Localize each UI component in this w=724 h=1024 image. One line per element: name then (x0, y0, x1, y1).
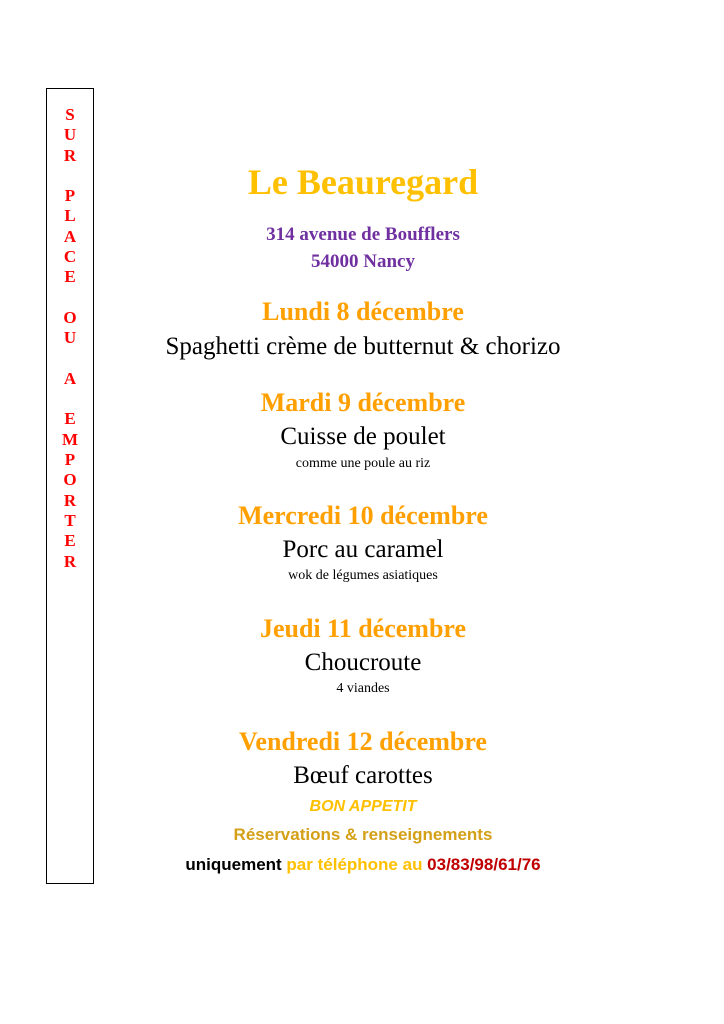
side-letter: R (63, 145, 77, 165)
side-letter: E (64, 531, 76, 551)
side-letter: E (64, 409, 76, 429)
menu-day-tuesday: Mardi 9 décembre (260, 388, 466, 417)
address-city: 54000 Nancy (311, 251, 415, 272)
menu-dish-wednesday: Porc au caramel (282, 536, 444, 563)
side-letter: T (64, 510, 76, 530)
phone-number: 03/83/98/61/76 (427, 855, 541, 874)
menu-side-wednesday: wok de légumes asiatiques (288, 568, 438, 583)
side-banner (46, 88, 94, 884)
menu-dish-friday: Bœuf carottes (293, 762, 433, 789)
menu-side-tuesday: comme une poule au riz (295, 456, 431, 471)
menu-day-friday: Vendredi 12 décembre (239, 727, 487, 756)
side-letter: A (63, 226, 77, 246)
bon-appetit: BON APPETIT (309, 798, 417, 815)
side-letter: U (63, 125, 77, 145)
phone-line (100, 853, 626, 877)
reservations-label: Réservations & renseignements (233, 825, 493, 844)
menu-day-wednesday: Mercredi 10 décembre (238, 501, 488, 530)
side-letter: C (63, 247, 77, 267)
phone-middle: par téléphone au (286, 855, 428, 874)
side-letter: R (63, 551, 77, 571)
menu-side-thursday: 4 viandes (336, 681, 390, 696)
restaurant-name: Le Beauregard (247, 162, 479, 202)
side-letter: E (64, 267, 76, 287)
menu-day-thursday: Jeudi 11 décembre (259, 614, 467, 643)
side-letter: U (63, 328, 77, 348)
side-letter: L (64, 206, 76, 226)
side-letter: P (64, 186, 76, 206)
side-letter: S (65, 105, 75, 124)
side-letter: A (63, 368, 77, 388)
side-letter: O (63, 470, 77, 490)
address-street: 314 avenue de Boufflers (266, 224, 460, 245)
menu-dish-monday: Spaghetti crème de butternut & chorizo (165, 333, 561, 360)
side-letter: R (63, 490, 77, 510)
side-letter: M (61, 429, 79, 449)
menu-dish-thursday: Choucroute (304, 649, 422, 676)
side-letter: O (63, 307, 77, 327)
menu-dish-tuesday: Cuisse de poulet (280, 423, 446, 450)
side-banner-letters (47, 105, 93, 572)
phone-prefix: uniquement (185, 855, 287, 874)
side-letter: P (64, 450, 76, 470)
menu-day-monday: Lundi 8 décembre (262, 297, 464, 326)
